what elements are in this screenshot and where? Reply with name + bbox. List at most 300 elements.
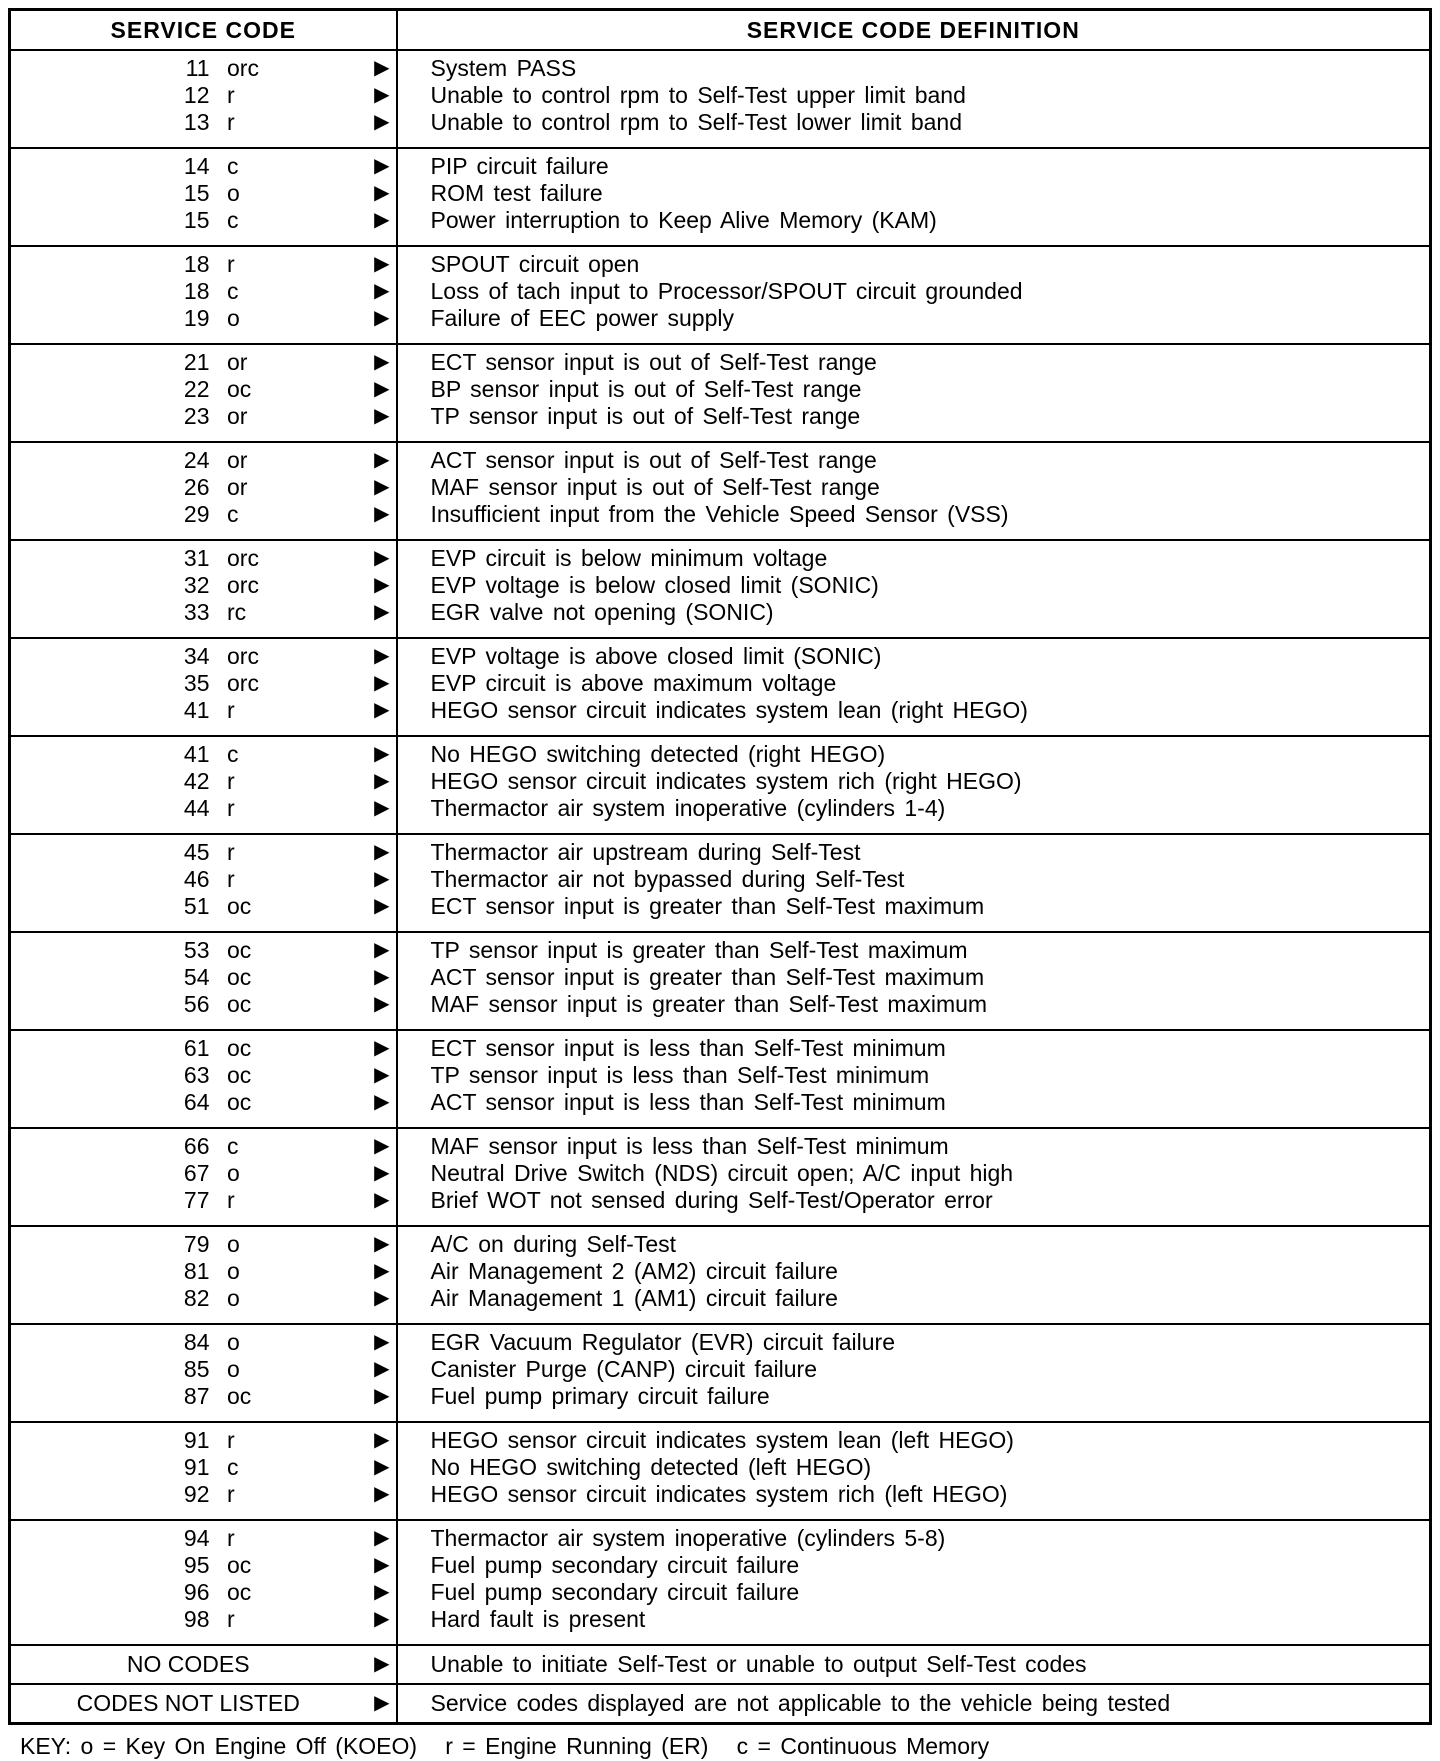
test-condition: o <box>227 1160 240 1186</box>
arrow-icon: ▶ <box>374 280 390 302</box>
code-number: 67 <box>183 1160 210 1186</box>
code-definition: MAF sensor input is less than Self-Test minimum <box>430 1133 949 1159</box>
arrow-icon: ▶ <box>374 1135 390 1157</box>
service-code-document <box>8 8 1432 1761</box>
code-line <box>11 474 396 501</box>
test-condition: o <box>227 305 240 331</box>
definition-cell <box>397 736 1431 834</box>
code-line <box>11 1525 396 1552</box>
arrow-icon: ▶ <box>374 966 390 988</box>
code-number: 13 <box>183 109 210 135</box>
code-group-row <box>10 246 1431 344</box>
test-condition: o <box>227 1329 240 1355</box>
code-number: 64 <box>183 1089 210 1115</box>
test-condition: o <box>227 180 240 206</box>
test-condition: r <box>227 768 235 794</box>
test-condition: r <box>227 1606 235 1632</box>
test-condition: r <box>227 251 235 277</box>
code-definition: Canister Purge (CANP) circuit failure <box>430 1356 818 1382</box>
code-line <box>11 349 396 376</box>
code-number: 15 <box>183 180 210 206</box>
code-line <box>11 643 396 670</box>
code-number: 94 <box>183 1525 210 1551</box>
code-cell <box>10 638 397 736</box>
arrow-icon: ▶ <box>374 1429 390 1451</box>
definition-cell <box>397 1645 1431 1684</box>
arrow-icon: ▶ <box>374 797 390 819</box>
code-cell <box>10 1520 397 1645</box>
code-definition: Insufficient input from the Vehicle Speed Sensor (VSS) <box>430 501 1009 527</box>
code-line <box>11 305 396 332</box>
code-group-row <box>10 344 1431 442</box>
special-code-definition: Unable to initiate Self-Test or unable to output Self-Test codes <box>430 1651 1087 1677</box>
code-line <box>11 376 396 403</box>
code-cell <box>10 344 397 442</box>
code-line <box>11 1231 396 1258</box>
definition-cell <box>397 1030 1431 1128</box>
code-line <box>11 795 396 822</box>
code-line <box>11 153 396 180</box>
test-condition: or <box>227 447 248 473</box>
code-group-row <box>10 1520 1431 1645</box>
code-definition: ACT sensor input is out of Self-Test range <box>430 447 877 473</box>
code-definition: HEGO sensor circuit indicates system rich (right HEGO) <box>430 768 1022 794</box>
code-line <box>11 180 396 207</box>
code-cell <box>10 834 397 932</box>
code-number: 79 <box>183 1231 210 1257</box>
test-condition: r <box>227 1481 235 1507</box>
special-code-row <box>10 1684 1431 1724</box>
test-condition: r <box>227 82 235 108</box>
code-number: 21 <box>183 349 210 375</box>
code-line <box>11 1579 396 1606</box>
code-number: 46 <box>183 866 210 892</box>
definition-cell <box>397 540 1431 638</box>
test-condition: or <box>227 474 248 500</box>
code-definition: ACT sensor input is less than Self-Test minimum <box>430 1089 946 1115</box>
arrow-icon: ▶ <box>374 1037 390 1059</box>
arrow-icon: ▶ <box>374 476 390 498</box>
code-number: 82 <box>183 1285 210 1311</box>
test-condition: or <box>227 349 248 375</box>
key-legend: KEY: o = Key On Engine Off (KOEO) r = Engine Running (ER) c = Continuous Memory <box>20 1733 990 1759</box>
code-definition: BP sensor input is out of Self-Test range <box>430 376 862 402</box>
code-definition: ACT sensor input is greater than Self-Test maximum <box>430 964 985 990</box>
code-number: 53 <box>183 937 210 963</box>
code-line <box>11 1427 396 1454</box>
code-line <box>11 991 396 1018</box>
code-number: 66 <box>183 1133 210 1159</box>
code-number: 41 <box>183 741 210 767</box>
code-definition: PIP circuit failure <box>430 153 609 179</box>
arrow-icon: ▶ <box>374 574 390 596</box>
definition-cell <box>397 1520 1431 1645</box>
arrow-icon: ▶ <box>374 601 390 623</box>
code-definition: Brief WOT not sensed during Self-Test/Operator error <box>430 1187 993 1213</box>
test-condition: c <box>227 741 239 767</box>
code-definition: TP sensor input is greater than Self-Test maximum <box>430 937 968 963</box>
test-condition: orc <box>227 572 259 598</box>
code-definition: Power interruption to Keep Alive Memory (KAM) <box>430 207 937 233</box>
code-definition: TP sensor input is out of Self-Test range <box>430 403 861 429</box>
definition-cell <box>397 1226 1431 1324</box>
arrow-icon: ▶ <box>374 645 390 667</box>
arrow-icon: ▶ <box>374 1608 390 1630</box>
code-line <box>11 866 396 893</box>
code-line <box>11 599 396 626</box>
code-number: 77 <box>183 1187 210 1213</box>
arrow-icon: ▶ <box>374 1189 390 1211</box>
code-line <box>11 545 396 572</box>
arrow-icon: ▶ <box>374 1385 390 1407</box>
code-number: 92 <box>183 1481 210 1507</box>
code-line <box>11 207 396 234</box>
code-group-row <box>10 736 1431 834</box>
code-definition: MAF sensor input is greater than Self-Test maximum <box>430 991 988 1017</box>
code-definition: ROM test failure <box>430 180 603 206</box>
code-definition: EVP voltage is above closed limit (SONIC) <box>430 643 882 669</box>
code-line <box>11 1329 396 1356</box>
code-number: 51 <box>183 893 210 919</box>
code-definition: HEGO sensor circuit indicates system lean (left HEGO) <box>430 1427 1014 1453</box>
code-line <box>11 1606 396 1633</box>
arrow-icon: ▶ <box>374 1091 390 1113</box>
code-definition: Thermactor air upstream during Self-Test <box>430 839 861 865</box>
code-number: 31 <box>183 545 210 571</box>
code-definition: ECT sensor input is greater than Self-Test maximum <box>430 893 985 919</box>
test-condition: oc <box>227 1579 252 1605</box>
code-cell <box>10 1422 397 1520</box>
arrow-icon: ▶ <box>374 57 390 79</box>
code-number: 85 <box>183 1356 210 1382</box>
arrow-icon: ▶ <box>374 405 390 427</box>
arrow-icon: ▶ <box>374 868 390 890</box>
definition-cell <box>397 1128 1431 1226</box>
code-definition: MAF sensor input is out of Self-Test range <box>430 474 880 500</box>
code-definition: Failure of EEC power supply <box>430 305 734 331</box>
code-group-row <box>10 1324 1431 1422</box>
test-condition: o <box>227 1285 240 1311</box>
test-condition: r <box>227 866 235 892</box>
code-number: 18 <box>183 278 210 304</box>
special-code-label: CODES NOT LISTED <box>76 1690 300 1716</box>
test-condition: or <box>227 403 248 429</box>
test-condition: c <box>227 207 239 233</box>
definition-cell <box>397 344 1431 442</box>
code-line <box>11 839 396 866</box>
code-number: 56 <box>183 991 210 1017</box>
code-number: 12 <box>183 82 210 108</box>
code-line <box>11 937 396 964</box>
test-condition: o <box>227 1231 240 1257</box>
test-condition: c <box>227 153 239 179</box>
code-definition: Air Management 1 (AM1) circuit failure <box>430 1285 838 1311</box>
test-condition: r <box>227 109 235 135</box>
arrow-icon: ▶ <box>374 547 390 569</box>
code-definition: Unable to control rpm to Self-Test upper limit band <box>430 82 966 108</box>
code-line <box>11 1481 396 1508</box>
arrow-icon: ▶ <box>374 1233 390 1255</box>
code-definition: A/C on during Self-Test <box>430 1231 677 1257</box>
arrow-icon: ▶ <box>374 1064 390 1086</box>
code-cell <box>10 148 397 246</box>
code-number: 87 <box>183 1383 210 1409</box>
test-condition: oc <box>227 1089 252 1115</box>
test-condition: c <box>227 1454 239 1480</box>
arrow-icon: ▶ <box>374 209 390 231</box>
code-definition: System PASS <box>430 55 577 81</box>
code-line <box>11 403 396 430</box>
arrow-icon: ▶ <box>374 155 390 177</box>
code-definition: Hard fault is present <box>430 1606 646 1632</box>
arrow-icon: ▶ <box>374 449 390 471</box>
code-group-row <box>10 1422 1431 1520</box>
code-cell <box>10 442 397 540</box>
test-condition: oc <box>227 1062 252 1088</box>
test-condition: orc <box>227 670 259 696</box>
code-definition: EVP circuit is above maximum voltage <box>430 670 837 696</box>
test-condition: oc <box>227 1383 252 1409</box>
code-line <box>11 1035 396 1062</box>
code-definition: HEGO sensor circuit indicates system rich (left HEGO) <box>430 1481 1008 1507</box>
arrow-icon: ▶ <box>374 743 390 765</box>
test-condition: oc <box>227 376 252 402</box>
code-group-row <box>10 1030 1431 1128</box>
test-condition: oc <box>227 937 252 963</box>
code-cell <box>10 932 397 1030</box>
code-line <box>11 1454 396 1481</box>
special-code-row <box>10 1645 1431 1684</box>
arrow-icon: ▶ <box>374 253 390 275</box>
code-definition: TP sensor input is less than Self-Test minimum <box>430 1062 930 1088</box>
code-definition: EVP voltage is below closed limit (SONIC) <box>430 572 879 598</box>
code-number: 96 <box>183 1579 210 1605</box>
code-number: 18 <box>183 251 210 277</box>
code-number: 45 <box>183 839 210 865</box>
code-definition: No HEGO switching detected (right HEGO) <box>430 741 886 767</box>
special-code-label-wrap <box>11 1685 396 1722</box>
code-line <box>11 1285 396 1312</box>
arrow-icon: ▶ <box>374 182 390 204</box>
code-definition: ECT sensor input is less than Self-Test minimum <box>430 1035 946 1061</box>
code-line <box>11 697 396 724</box>
code-group-row <box>10 932 1431 1030</box>
code-number: 23 <box>183 403 210 429</box>
header-service-code-definition: SERVICE CODE DEFINITION <box>397 10 1431 51</box>
arrow-icon: ▶ <box>374 841 390 863</box>
code-number: 61 <box>183 1035 210 1061</box>
code-number: 15 <box>183 207 210 233</box>
test-condition: r <box>227 839 235 865</box>
test-condition: oc <box>227 1552 252 1578</box>
test-condition: orc <box>227 643 259 669</box>
code-number: 95 <box>183 1552 210 1578</box>
test-condition: c <box>227 501 239 527</box>
test-condition: c <box>227 278 239 304</box>
arrow-icon: ▶ <box>374 1358 390 1380</box>
definition-cell <box>397 1684 1431 1724</box>
code-line <box>11 1160 396 1187</box>
special-code-definition: Service codes displayed are not applicable to the vehicle being tested <box>430 1690 1171 1716</box>
code-number: 11 <box>185 55 210 81</box>
code-line <box>11 741 396 768</box>
code-definition: EGR Vacuum Regulator (EVR) circuit failure <box>430 1329 895 1355</box>
code-line <box>11 670 396 697</box>
arrow-icon: ▶ <box>374 1456 390 1478</box>
test-condition: oc <box>227 1035 252 1061</box>
code-definition: Thermactor air system inoperative (cylinders 5-8) <box>430 1525 946 1551</box>
code-number: 35 <box>183 670 210 696</box>
code-definition: EGR valve not opening (SONIC) <box>430 599 774 625</box>
arrow-icon: ▶ <box>374 1527 390 1549</box>
code-line <box>11 1062 396 1089</box>
code-definition: Unable to control rpm to Self-Test lower limit band <box>430 109 962 135</box>
arrow-icon: ▶ <box>374 993 390 1015</box>
code-line <box>11 251 396 278</box>
code-definition: Neutral Drive Switch (NDS) circuit open; A/C input high <box>430 1160 1014 1186</box>
code-line <box>11 1383 396 1410</box>
arrow-icon: ▶ <box>374 1331 390 1353</box>
code-number: 14 <box>183 153 210 179</box>
arrow-icon: ▶ <box>374 1162 390 1184</box>
code-cell <box>10 1226 397 1324</box>
code-group-row <box>10 50 1431 148</box>
definition-cell <box>397 148 1431 246</box>
arrow-icon: ▶ <box>374 770 390 792</box>
code-definition: SPOUT circuit open <box>430 251 640 277</box>
code-line <box>11 109 396 136</box>
code-definition: No HEGO switching detected (left HEGO) <box>430 1454 872 1480</box>
arrow-icon: ▶ <box>374 1581 390 1603</box>
test-condition: r <box>227 795 235 821</box>
code-cell <box>10 736 397 834</box>
code-number: 29 <box>183 501 210 527</box>
code-definition: Fuel pump primary circuit failure <box>430 1383 770 1409</box>
code-number: 34 <box>183 643 210 669</box>
arrow-icon: ▶ <box>374 895 390 917</box>
code-definition: Air Management 2 (AM2) circuit failure <box>430 1258 838 1284</box>
code-number: 32 <box>183 572 210 598</box>
code-definition: Fuel pump secondary circuit failure <box>430 1579 800 1605</box>
code-cell <box>10 50 397 148</box>
definition-cell <box>397 638 1431 736</box>
code-line <box>11 1133 396 1160</box>
definition-cell <box>397 442 1431 540</box>
code-cell <box>10 1324 397 1422</box>
code-line <box>11 768 396 795</box>
code-group-row <box>10 1128 1431 1226</box>
code-number: 33 <box>183 599 210 625</box>
code-cell <box>10 1684 397 1724</box>
test-condition: rc <box>227 599 247 625</box>
code-group-row <box>10 442 1431 540</box>
arrow-icon: ▶ <box>374 378 390 400</box>
test-condition: orc <box>227 55 259 81</box>
code-cell <box>10 246 397 344</box>
code-definition: Thermactor air not bypassed during Self-Test <box>430 866 905 892</box>
code-cell <box>10 1128 397 1226</box>
code-definition: Fuel pump secondary circuit failure <box>430 1552 800 1578</box>
code-number: 84 <box>183 1329 210 1355</box>
definition-cell <box>397 932 1431 1030</box>
code-group-row <box>10 540 1431 638</box>
code-group-row <box>10 148 1431 246</box>
code-number: 42 <box>183 768 210 794</box>
code-line <box>11 1089 396 1116</box>
code-group-row <box>10 834 1431 932</box>
code-line <box>11 1187 396 1214</box>
code-line <box>11 501 396 528</box>
code-group-row <box>10 1226 1431 1324</box>
code-number: 24 <box>183 447 210 473</box>
definition-cell <box>397 834 1431 932</box>
arrow-icon: ▶ <box>374 307 390 329</box>
code-number: 91 <box>183 1454 210 1480</box>
arrow-icon: ▶ <box>374 1554 390 1576</box>
service-code-table <box>8 8 1432 1725</box>
code-cell <box>10 1030 397 1128</box>
code-line <box>11 1258 396 1285</box>
arrow-icon: ▶ <box>374 111 390 133</box>
code-number: 91 <box>183 1427 210 1453</box>
test-condition: o <box>227 1258 240 1284</box>
code-line <box>11 964 396 991</box>
arrow-icon: ▶ <box>374 351 390 373</box>
definition-cell <box>397 246 1431 344</box>
code-definition: ECT sensor input is out of Self-Test range <box>430 349 877 375</box>
code-cell <box>10 540 397 638</box>
code-definition: EVP circuit is below minimum voltage <box>430 545 828 571</box>
code-line <box>11 1356 396 1383</box>
code-number: 63 <box>183 1062 210 1088</box>
test-condition: r <box>227 1187 235 1213</box>
special-code-label: NO CODES <box>126 1651 250 1677</box>
test-condition: r <box>227 1427 235 1453</box>
test-condition: oc <box>227 893 252 919</box>
definition-cell <box>397 1324 1431 1422</box>
code-cell <box>10 1645 397 1684</box>
code-line <box>11 893 396 920</box>
arrow-icon: ▶ <box>374 1692 390 1714</box>
code-line <box>11 1552 396 1579</box>
code-line <box>11 278 396 305</box>
arrow-icon: ▶ <box>374 939 390 961</box>
arrow-icon: ▶ <box>374 1260 390 1282</box>
special-code-label-wrap <box>11 1646 396 1683</box>
test-condition: orc <box>227 545 259 571</box>
test-condition: oc <box>227 991 252 1017</box>
code-definition: Loss of tach input to Processor/SPOUT circuit grounded <box>430 278 1023 304</box>
code-group-row <box>10 638 1431 736</box>
test-condition: c <box>227 1133 239 1159</box>
code-number: 44 <box>183 795 210 821</box>
test-condition: oc <box>227 964 252 990</box>
definition-cell <box>397 1422 1431 1520</box>
code-definition: HEGO sensor circuit indicates system lean (right HEGO) <box>430 697 1028 723</box>
code-number: 19 <box>183 305 210 331</box>
code-line <box>11 572 396 599</box>
test-condition: r <box>227 1525 235 1551</box>
arrow-icon: ▶ <box>374 503 390 525</box>
arrow-icon: ▶ <box>374 672 390 694</box>
header-service-code: SERVICE CODE <box>10 10 397 51</box>
code-number: 81 <box>183 1258 210 1284</box>
code-line <box>11 82 396 109</box>
code-number: 98 <box>183 1606 210 1632</box>
arrow-icon: ▶ <box>374 1287 390 1309</box>
code-line <box>11 447 396 474</box>
arrow-icon: ▶ <box>374 1483 390 1505</box>
